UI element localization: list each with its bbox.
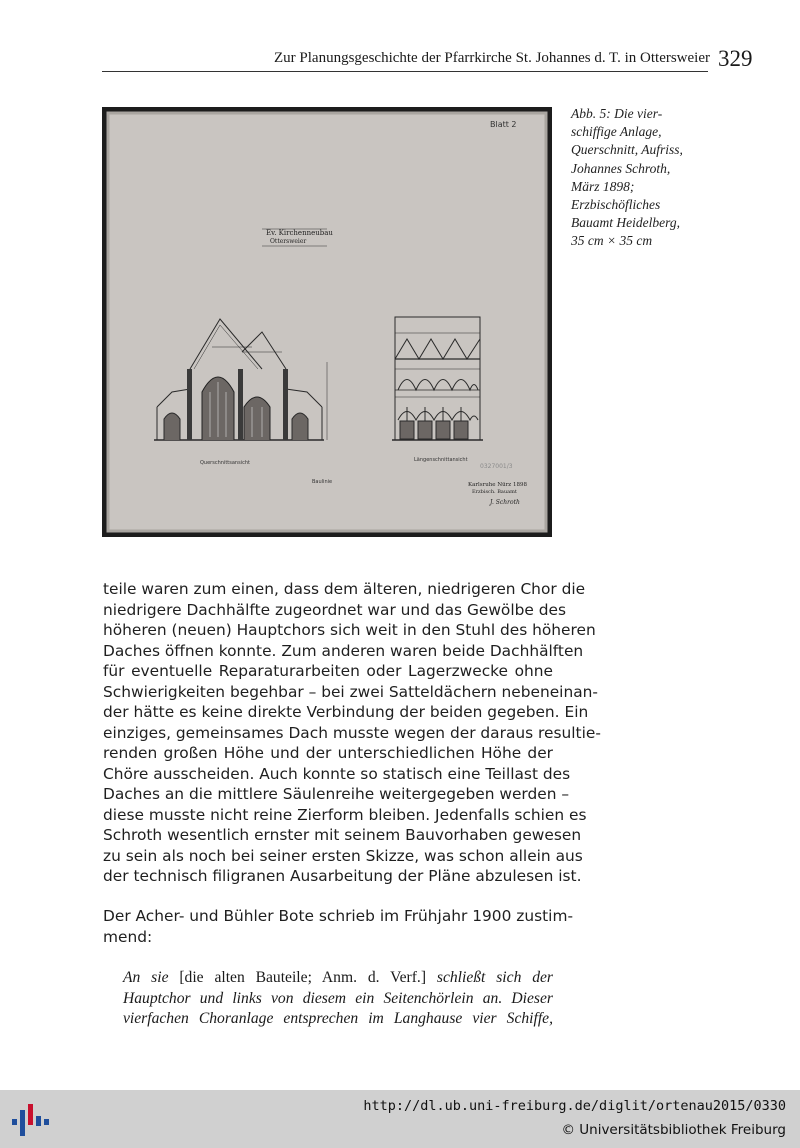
text-line: für eventuelle Reparaturarbeiten oder Lagerzwecke ohne (103, 662, 553, 680)
sheet-label: Blatt 2 (490, 120, 517, 129)
text-line: Chöre ausscheiden. Auch konnte so statisch eine Teillast des (103, 764, 571, 783)
caption-line: März 1898; (571, 178, 635, 194)
text-line: Daches öffnen konnte. Zum anderen waren beide Dachhälften (103, 641, 584, 660)
page-number: 329 (718, 46, 753, 71)
quote-line-2-text: Hauptchor und links von diesem ein Seitenchörlein an. Dieser (123, 989, 553, 1007)
text-line: Schwierigkeiten begehbar – bei zwei Satteldächern nebeneinan- (103, 682, 598, 701)
text-line: Der Acher- und Bühler Bote schrieb im Frühjahr 1900 zustim- (103, 907, 573, 925)
text-line: zu sein als noch bei seiner ersten Skizze, was schon allein aus (103, 846, 583, 865)
body-paragraph-2 (103, 906, 573, 947)
caption-line: schiffige Anlage, (571, 124, 662, 140)
quote-editorial-note: [die alten Bauteile; Anm. d. Verf.] (179, 969, 427, 986)
text-line: einziges, gemeinsames Dach musste wegen der daraus resultie- (103, 723, 601, 742)
quote-line-3 (123, 1009, 553, 1030)
archive-number: 0327001/3 (480, 463, 513, 470)
caption-line: Bauamt Heidelberg, (571, 215, 680, 231)
copyright-notice: © Universitätsbibliothek Freiburg (561, 1122, 786, 1138)
text-line: der technisch filigranen Ausarbeitung der Pläne abzulesen ist. (103, 867, 582, 885)
text-line: höheren (neuen) Hauptchors sich weit in den Stuhl des höheren (103, 621, 596, 639)
signature: J. Schroth (490, 499, 520, 506)
quote-line-3-text: vierfachen Choranlage entsprechen im Langhause vier Schiffe, (123, 1010, 553, 1027)
caption-line: Erzbischöfliches (571, 197, 661, 213)
body-paragraph-1 (103, 579, 601, 887)
text-line: niedrigere Dachhälfte zugeordnet war und das Gewölbe des (103, 600, 567, 619)
plan-title-line1: Ev. Kirchenneubau (266, 229, 333, 237)
text-line: renden großen Höhe und der unterschiedlichen Höhe der (103, 744, 553, 762)
footer-bar (0, 1090, 800, 1148)
block-quote (123, 968, 553, 1030)
caption-line: Johannes Schroth, (571, 160, 671, 176)
architectural-drawing-figure (102, 107, 552, 537)
running-title: Zur Planungsgeschichte der Pfarrkirche St. Johannes d. T. in Ottersweier (274, 50, 710, 66)
quote-line-2 (123, 989, 553, 1010)
ub-freiburg-logo-icon (10, 1102, 50, 1138)
plan-title-line2: Ottersweier (270, 238, 307, 245)
quote-italic-a: An sie (123, 969, 169, 986)
figure-caption (571, 105, 721, 251)
text-line: teile waren zum einen, dass dem älteren, niedrigeren Chor die (103, 580, 586, 598)
header-rule (102, 71, 708, 72)
elevation-label: Längenschnittansicht (414, 457, 468, 463)
stamp-line1: Karlsruhe Nürz 1898 (468, 482, 527, 488)
quote-italic-b: schließt sich der (436, 969, 553, 986)
text-line: mend: (103, 927, 153, 946)
drawing-svg (102, 107, 552, 537)
scale-label: Baulinie (312, 479, 333, 485)
stamp-line2: Erzbisch. Bauamt (472, 489, 517, 495)
caption-line: Abb. 5: Die vier- (571, 106, 663, 121)
caption-line: 35 cm × 35 cm (571, 233, 653, 249)
text-line: der hätte es keine direkte Verbindung der beiden gegeben. Ein (103, 703, 589, 721)
section-label: Querschnittsansicht (200, 460, 250, 466)
text-line: Schroth wesentlich ernster mit seinem Bauvorhaben gewesen (103, 826, 582, 844)
caption-line: Querschnitt, Aufriss, (571, 142, 683, 158)
source-url-link[interactable]: http://dl.ub.uni-freiburg.de/diglit/ortenau2015/0330 (363, 1098, 786, 1114)
quote-line-1 (123, 968, 553, 989)
text-line: diese musste nicht reine Zierform bleiben. Jedenfalls schien es (103, 805, 587, 824)
text-line: Daches an die mittlere Säulenreihe weitergegeben werden – (103, 785, 570, 803)
